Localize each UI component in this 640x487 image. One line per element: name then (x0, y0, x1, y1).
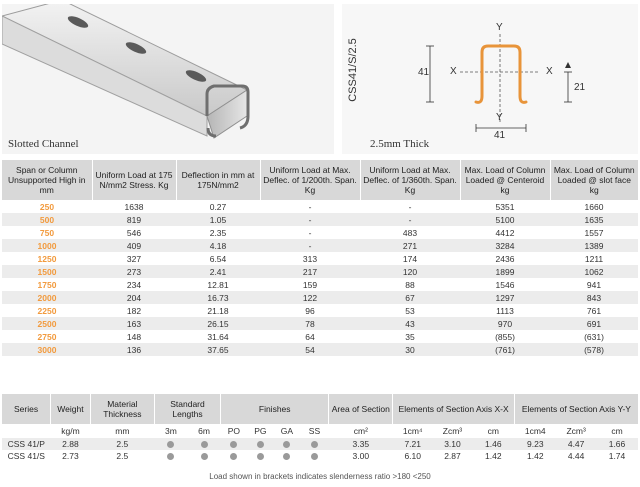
load-value-cell: - (260, 226, 360, 239)
load-value-cell: 819 (92, 213, 176, 226)
load-value-cell: 970 (460, 317, 550, 330)
weight-cell: 2.88 (51, 438, 91, 450)
header-weight: Weight (51, 394, 91, 424)
load-value-cell: - (360, 200, 460, 213)
load-value-cell: - (260, 239, 360, 252)
load-value-cell: 1638 (92, 200, 176, 213)
load-value-cell: 217 (260, 265, 360, 278)
load-value-cell: 327 (92, 252, 176, 265)
availability-dot-icon (201, 441, 208, 448)
header-span: Span or Column Unsupported High in mm (2, 160, 92, 200)
span-cell: 500 (2, 213, 92, 226)
load-value-cell: (761) (460, 343, 550, 356)
load-value-cell: 1546 (460, 278, 550, 291)
load-value-cell: 691 (550, 317, 638, 330)
header-series: Series (2, 394, 51, 424)
header-load-360: Uniform Load at Max. Deflec. of 1/360th. Span. Kg (360, 160, 460, 200)
load-table-row (2, 291, 638, 304)
load-value-cell: 1113 (460, 304, 550, 317)
load-value-cell: 120 (360, 265, 460, 278)
load-value-cell: 4412 (460, 226, 550, 239)
span-cell: 750 (2, 226, 92, 239)
thickness-cell: 2.5 (90, 438, 154, 450)
axis-label-y-bottom: Y (496, 112, 503, 123)
xx-cell: 1.46 (472, 438, 514, 450)
load-value-cell: 2436 (460, 252, 550, 265)
spec-row (2, 450, 638, 462)
units-row (2, 424, 638, 438)
load-value-cell: 21.18 (176, 304, 260, 317)
unit-cell: mm (90, 424, 154, 438)
yy-cell: 1.74 (596, 450, 638, 462)
unit-cell: PO (221, 424, 248, 438)
footnote: Load shown in brackets indicates slenderness ratio >180 <250 (209, 472, 431, 481)
area-cell: 3.35 (329, 438, 393, 450)
load-value-cell: 273 (92, 265, 176, 278)
span-cell: 2250 (2, 304, 92, 317)
unit-cell: 1cm⁴ (393, 424, 433, 438)
load-value-cell: 78 (260, 317, 360, 330)
load-value-cell: 1297 (460, 291, 550, 304)
area-cell: 3.00 (329, 450, 393, 462)
span-cell: 1250 (2, 252, 92, 265)
unit-cell: Zcm³ (433, 424, 473, 438)
load-value-cell: 5351 (460, 200, 550, 213)
dimension-centroid: 21 (574, 82, 586, 93)
load-value-cell: 96 (260, 304, 360, 317)
load-value-cell: 31.64 (176, 330, 260, 343)
load-value-cell: 88 (360, 278, 460, 291)
axis-label-x-left: X (450, 66, 457, 77)
span-cell: 3000 (2, 343, 92, 356)
unit-cell: GA (274, 424, 301, 438)
availability-dot-icon (230, 453, 237, 460)
header-thickness: Material Thickness (90, 394, 154, 424)
load-value-cell: 159 (260, 278, 360, 291)
availability-dot-icon (257, 441, 264, 448)
load-value-cell: - (260, 213, 360, 226)
availability-dot-icon (283, 441, 290, 448)
load-value-cell: 43 (360, 317, 460, 330)
load-value-cell: 163 (92, 317, 176, 330)
load-value-cell: 941 (550, 278, 638, 291)
header-uniform-load: Uniform Load at 175 N/mm2 Stress. Kg (92, 160, 176, 200)
load-value-cell: 122 (260, 291, 360, 304)
availability-dot-icon (201, 453, 208, 460)
load-value-cell: 1899 (460, 265, 550, 278)
load-value-cell: 174 (360, 252, 460, 265)
header-lengths: Standard Lengths (154, 394, 220, 424)
load-table (2, 160, 638, 356)
load-value-cell: 1211 (550, 252, 638, 265)
unit-cell: PG (247, 424, 274, 438)
spec-row (2, 438, 638, 450)
load-table-row (2, 330, 638, 343)
load-value-cell: 3284 (460, 239, 550, 252)
load-value-cell: 1389 (550, 239, 638, 252)
yy-cell: 1.66 (596, 438, 638, 450)
channel-profile-shape (476, 46, 526, 102)
load-value-cell: - (260, 200, 360, 213)
dimension-height: 41 (418, 67, 430, 78)
xx-cell: 2.87 (433, 450, 473, 462)
load-value-cell: - (360, 213, 460, 226)
channel-profile-diagram (342, 4, 638, 154)
units-blank (2, 424, 51, 438)
load-table-row (2, 200, 638, 213)
unit-cell: cm (472, 424, 514, 438)
load-table-row (2, 304, 638, 317)
weight-cell: 2.73 (51, 450, 91, 462)
load-value-cell: 2.41 (176, 265, 260, 278)
series-cell: CSS 41/P (2, 438, 51, 450)
unit-cell: 6m (187, 424, 220, 438)
load-value-cell: 1.05 (176, 213, 260, 226)
load-value-cell: 5100 (460, 213, 550, 226)
unit-cell: Zcm³ (556, 424, 596, 438)
load-value-cell: 6.54 (176, 252, 260, 265)
dimension-width: 41 (494, 130, 506, 141)
availability-dot-icon (230, 441, 237, 448)
span-cell: 1500 (2, 265, 92, 278)
load-value-cell: 761 (550, 304, 638, 317)
load-table-header (2, 160, 638, 200)
section-spec-table (2, 394, 638, 462)
load-value-cell: 30 (360, 343, 460, 356)
unit-cell: cm (596, 424, 638, 438)
xx-cell: 1.42 (472, 450, 514, 462)
availability-dot-icon (283, 453, 290, 460)
header-axis-yy: Elements of Section Axis Y-Y (514, 394, 638, 424)
xx-cell: 7.21 (393, 438, 433, 450)
load-table-row (2, 252, 638, 265)
yy-cell: 1.42 (514, 450, 556, 462)
span-cell: 2500 (2, 317, 92, 330)
load-value-cell: (855) (460, 330, 550, 343)
load-value-cell: 1635 (550, 213, 638, 226)
load-table-row (2, 343, 638, 356)
availability-dot-icon (167, 453, 174, 460)
unit-cell: 3m (154, 424, 187, 438)
load-value-cell: 843 (550, 291, 638, 304)
yy-cell: 4.47 (556, 438, 596, 450)
yy-cell: 9.23 (514, 438, 556, 450)
header-axis-xx: Elements of Section Axis X-X (393, 394, 514, 424)
load-value-cell: 37.65 (176, 343, 260, 356)
header-load-200: Uniform Load at Max. Deflec. of 1/200th. Span. Kg (260, 160, 360, 200)
xx-cell: 6.10 (393, 450, 433, 462)
load-value-cell: 1660 (550, 200, 638, 213)
span-cell: 1750 (2, 278, 92, 291)
spec-table-header (2, 394, 638, 424)
load-value-cell: 16.73 (176, 291, 260, 304)
header-slotface-load: Max. Load of Column Loaded @ slot face kg (550, 160, 638, 200)
thickness-cell: 2.5 (90, 450, 154, 462)
load-value-cell: 136 (92, 343, 176, 356)
load-table-row (2, 265, 638, 278)
load-table-row (2, 239, 638, 252)
axis-label-y-top: Y (496, 22, 503, 33)
unit-cell: 1cm4 (514, 424, 556, 438)
span-cell: 2750 (2, 330, 92, 343)
span-cell: 2000 (2, 291, 92, 304)
series-cell: CSS 41/S (2, 450, 51, 462)
yy-cell: 4.44 (556, 450, 596, 462)
load-value-cell: 313 (260, 252, 360, 265)
header-finishes: Finishes (221, 394, 329, 424)
load-value-cell: 1557 (550, 226, 638, 239)
load-value-cell: 35 (360, 330, 460, 343)
load-value-cell: 12.81 (176, 278, 260, 291)
span-cell: 1000 (2, 239, 92, 252)
load-value-cell: 234 (92, 278, 176, 291)
load-value-cell: 53 (360, 304, 460, 317)
load-value-cell: 409 (92, 239, 176, 252)
span-cell: 250 (2, 200, 92, 213)
unit-cell: SS (300, 424, 329, 438)
header-area: Area of Section (329, 394, 393, 424)
unit-cell: kg/m (51, 424, 91, 438)
load-table-row (2, 278, 638, 291)
load-value-cell: 148 (92, 330, 176, 343)
load-table-body (2, 200, 638, 356)
load-value-cell: 67 (360, 291, 460, 304)
load-value-cell: (578) (550, 343, 638, 356)
availability-dot-icon (311, 441, 318, 448)
image-caption-right: 2.5mm Thick (370, 138, 430, 150)
load-value-cell: 483 (360, 226, 460, 239)
slotted-channel-image (2, 4, 334, 154)
xx-cell: 3.10 (433, 438, 473, 450)
load-value-cell: 204 (92, 291, 176, 304)
load-value-cell: 546 (92, 226, 176, 239)
load-value-cell: 54 (260, 343, 360, 356)
product-code-text: CSS41/S/2.5 (347, 38, 359, 102)
load-value-cell: 64 (260, 330, 360, 343)
axis-label-x-right: X (546, 66, 553, 77)
availability-dot-icon (257, 453, 264, 460)
load-table-row (2, 226, 638, 239)
slotted-channel-illustration (2, 4, 334, 154)
load-value-cell: 2.35 (176, 226, 260, 239)
unit-cell: cm² (329, 424, 393, 438)
availability-dot-icon (167, 441, 174, 448)
section-diagram-panel (342, 4, 638, 154)
load-value-cell: 4.18 (176, 239, 260, 252)
header-centroid-load: Max. Load of Column Loaded @ Centeroid kg (460, 160, 550, 200)
availability-dot-icon (311, 453, 318, 460)
load-value-cell: 26.15 (176, 317, 260, 330)
header-deflection: Deflection in mm at 175N/mm2 (176, 160, 260, 200)
load-value-cell: 1062 (550, 265, 638, 278)
image-caption-left: Slotted Channel (8, 138, 79, 150)
load-value-cell: 271 (360, 239, 460, 252)
load-value-cell: 182 (92, 304, 176, 317)
load-value-cell: 0.27 (176, 200, 260, 213)
load-table-row (2, 317, 638, 330)
load-table-row (2, 213, 638, 226)
load-value-cell: (631) (550, 330, 638, 343)
